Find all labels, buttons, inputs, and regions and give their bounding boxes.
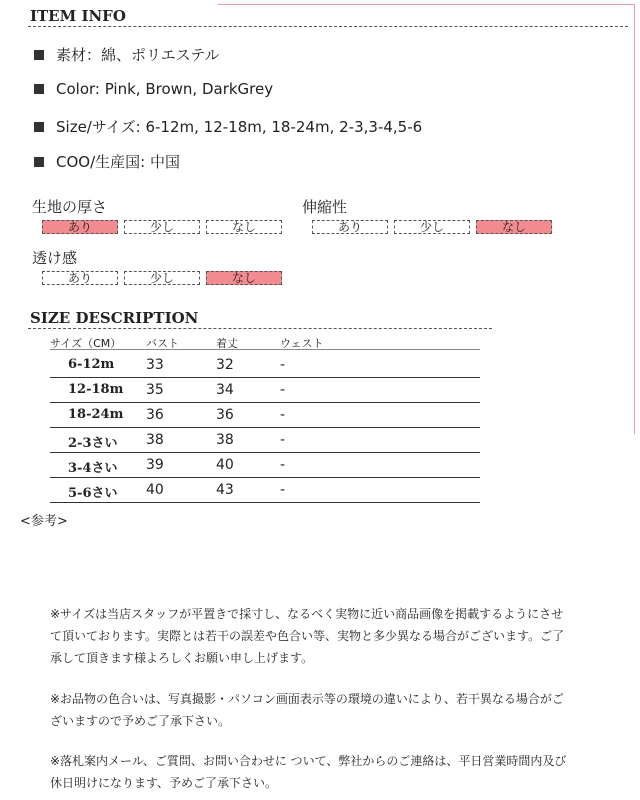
material-row bbox=[34, 44, 220, 65]
stretch-label: 伸縮性 bbox=[302, 198, 348, 216]
thickness-option-sukoshi: 少し bbox=[124, 220, 200, 234]
sheerness-option-nashi: なし bbox=[206, 271, 282, 285]
size-description-divider bbox=[28, 328, 492, 329]
size-cell: 5-6さい bbox=[68, 486, 118, 501]
bust-cell: 35 bbox=[146, 382, 164, 398]
bust-cell: 38 bbox=[146, 432, 164, 448]
sheerness-option-ari: あり bbox=[42, 271, 118, 285]
table-row bbox=[50, 428, 480, 453]
pink-frame-right bbox=[634, 4, 635, 434]
color-text: Color: Pink, Brown, DarkGrey bbox=[56, 80, 274, 98]
waist-cell: - bbox=[280, 382, 286, 398]
square-bullet-icon bbox=[34, 122, 44, 132]
stretch-option-ari: あり bbox=[312, 220, 388, 234]
size-text: Size/サイズ: 6-12m, 12-18m, 18-24m, 2-3,3-4,5-6 bbox=[56, 118, 423, 136]
length-cell: 38 bbox=[216, 432, 234, 448]
pink-frame-top bbox=[218, 4, 634, 5]
col-header-size: サイズ（CM） bbox=[50, 337, 122, 350]
stretch-option-nashi: なし bbox=[476, 220, 552, 234]
table-row bbox=[50, 378, 480, 403]
size-row bbox=[34, 116, 422, 137]
sheerness-option-sukoshi: 少し bbox=[124, 271, 200, 285]
row-divider bbox=[50, 502, 480, 503]
coo-text: COO/生産国: 中国 bbox=[56, 153, 180, 171]
size-cell: 6-12m bbox=[68, 357, 115, 372]
length-cell: 32 bbox=[216, 357, 234, 373]
thickness-option-ari: あり bbox=[42, 220, 118, 234]
waist-cell: - bbox=[280, 357, 286, 373]
bust-cell: 33 bbox=[146, 357, 164, 373]
bust-cell: 36 bbox=[146, 407, 164, 423]
waist-cell: - bbox=[280, 432, 286, 448]
color-row bbox=[34, 80, 273, 98]
coo-row bbox=[34, 151, 180, 172]
table-header-line bbox=[50, 349, 480, 350]
square-bullet-icon bbox=[34, 84, 44, 94]
size-cell: 2-3さい bbox=[68, 436, 118, 451]
size-cell: 12-18m bbox=[68, 382, 124, 397]
length-cell: 34 bbox=[216, 382, 234, 398]
material-text: 素材：綿、ポリエステル bbox=[56, 46, 220, 64]
waist-cell: - bbox=[280, 407, 286, 423]
reference-label: <参考> bbox=[20, 514, 68, 529]
col-header-length: 着丈 bbox=[216, 337, 238, 350]
item-info-heading: ITEM INFO bbox=[30, 7, 126, 25]
thickness-option-nashi: なし bbox=[206, 220, 282, 234]
note-size-measurement: ※サイズは当店スタッフが平置きで採寸し、なるべく実物に近い商品画像を掲載するようにさせて頂いております。実際とは若干の誤差や色合い等、実物と多少異なる場合がございます。ご了承して頂きます様よろしくお願い申し上げます。 bbox=[50, 607, 565, 665]
square-bullet-icon bbox=[34, 50, 44, 60]
note-color-difference: ※お品物の色合いは、写真撮影・パソコン画面表示等の環境の違いにより、若干異なる場合がございますので予めご了承下さい。 bbox=[50, 692, 564, 728]
table-row bbox=[50, 403, 480, 428]
size-description-heading: SIZE DESCRIPTION bbox=[30, 309, 199, 327]
waist-cell: - bbox=[280, 457, 286, 473]
size-cell: 3-4さい bbox=[68, 461, 118, 476]
size-cell: 18-24m bbox=[68, 407, 124, 422]
thickness-label: 生地の厚さ bbox=[32, 198, 108, 216]
length-cell: 40 bbox=[216, 457, 234, 473]
col-header-bust: バスト bbox=[146, 337, 179, 350]
table-row bbox=[50, 478, 480, 503]
stretch-option-sukoshi: 少し bbox=[394, 220, 470, 234]
waist-cell: - bbox=[280, 482, 286, 498]
square-bullet-icon bbox=[34, 157, 44, 167]
length-cell: 43 bbox=[216, 482, 234, 498]
bust-cell: 40 bbox=[146, 482, 164, 498]
bust-cell: 39 bbox=[146, 457, 164, 473]
length-cell: 36 bbox=[216, 407, 234, 423]
note-contact-hours: ※落札案内メール、ご質問、お問い合わせに ついて、弊社からのご連絡は、平日営業時間内及び休日明けになります、予めご了承下さい。 bbox=[50, 754, 567, 790]
sheerness-label: 透け感 bbox=[32, 249, 78, 267]
table-row bbox=[50, 353, 480, 378]
item-info-divider bbox=[28, 26, 628, 27]
col-header-waist: ウェスト bbox=[280, 337, 324, 350]
table-row bbox=[50, 453, 480, 478]
